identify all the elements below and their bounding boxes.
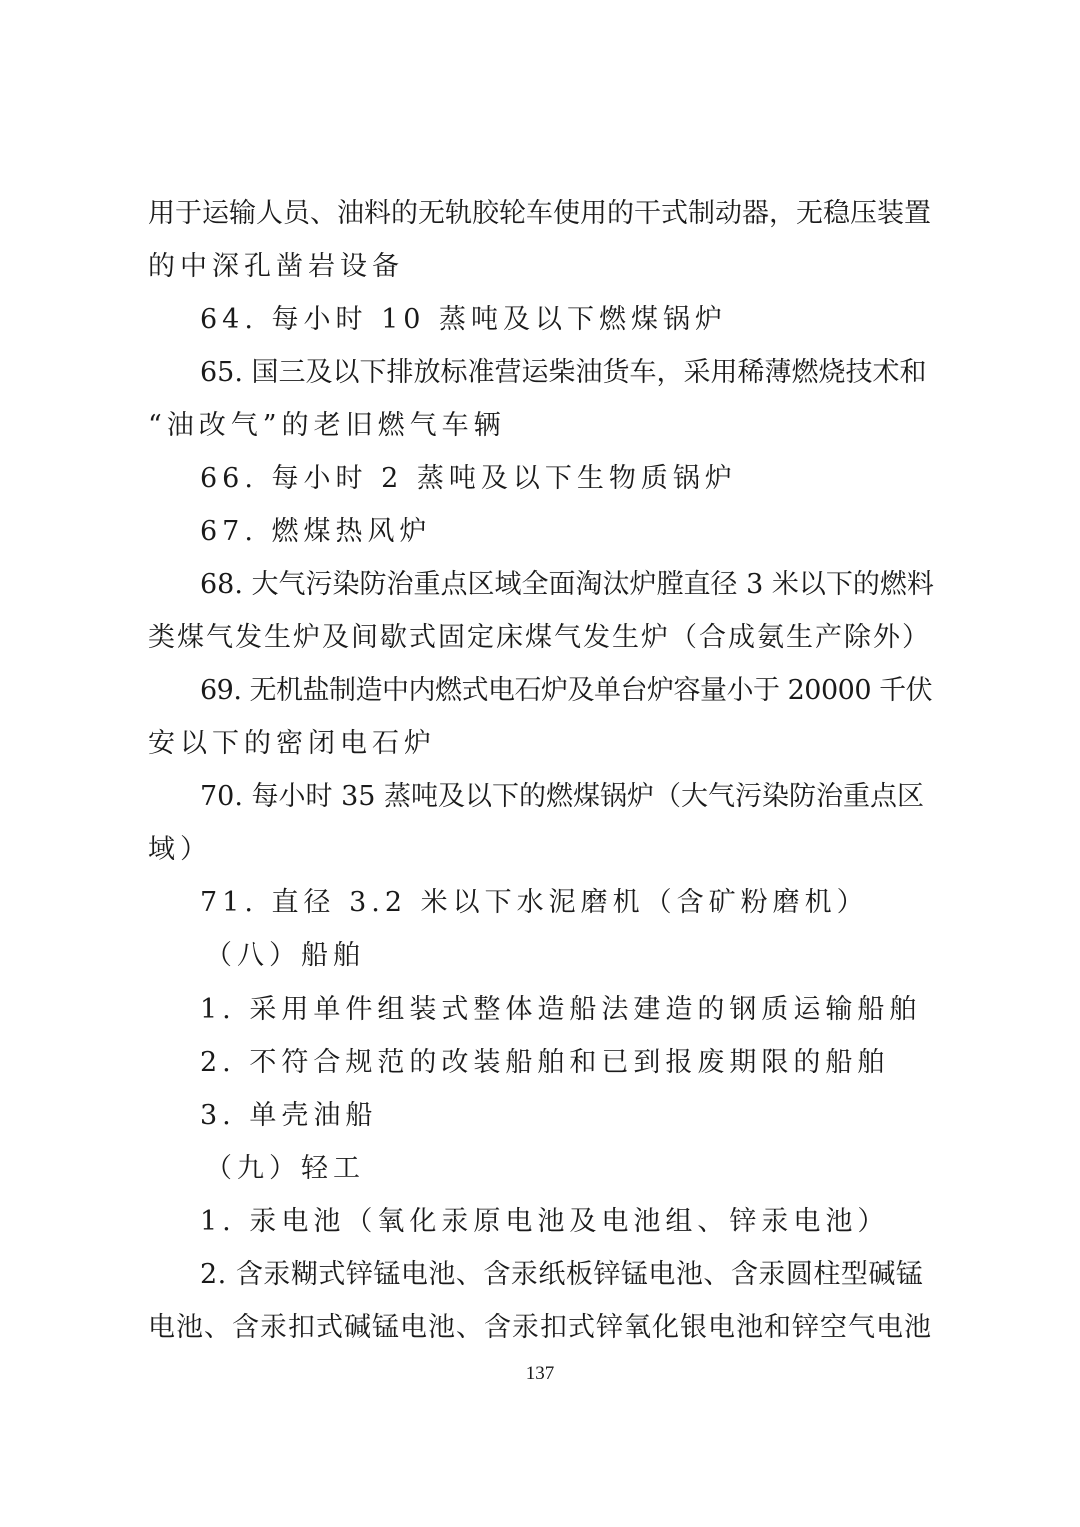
list-item-70-continued: 域） <box>148 834 212 865</box>
page-number: 137 <box>525 1363 555 1384</box>
text-line-1: 用于运输人员、油料的无轨胶轮车使用的干式制动器，无稳压装置 <box>148 198 931 229</box>
list-item-65-continued: “油改气”的老旧燃气车辆 <box>148 410 506 441</box>
list-item-65: 65. 国三及以下排放标准营运柴油货车，采用稀薄燃烧技术和 <box>200 357 927 388</box>
ships-item-3: 3. 单壳油船 <box>200 1100 378 1131</box>
list-item-64: 64. 每小时 10 蒸吨及以下燃煤锅炉 <box>200 304 728 335</box>
list-item-68: 68. 大气污染防治重点区域全面淘汰炉膛直径 3 米以下的燃料 <box>200 569 934 600</box>
text-line-2: 的中深孔凿岩设备 <box>148 251 404 282</box>
list-item-66: 66. 每小时 2 蒸吨及以下生物质锅炉 <box>200 463 737 494</box>
list-item-69-continued: 安以下的密闭电石炉 <box>148 728 436 759</box>
list-item-67: 67. 燃煤热风炉 <box>200 516 432 547</box>
light-industry-item-2-continued: 电池、含汞扣式碱锰电池、含汞扣式锌氧化银电池和锌空气电池 <box>148 1312 932 1343</box>
list-item-70: 70. 每小时 35 蒸吨及以下的燃煤锅炉（大气污染防治重点区 <box>200 781 925 812</box>
list-item-71: 71. 直径 3.2 米以下水泥磨机（含矿粉磨机） <box>200 887 869 918</box>
ships-item-2: 2. 不符合规范的改装船舶和已到报废期限的船舶 <box>200 1047 890 1078</box>
list-item-68-continued: 类煤气发生炉及间歇式固定床煤气发生炉（合成氨生产除外） <box>148 622 931 653</box>
section-heading-ships: （八）船舶 <box>205 940 365 971</box>
section-heading-light-industry: （九）轻工 <box>205 1153 365 1184</box>
light-industry-item-2: 2. 含汞糊式锌锰电池、含汞纸板锌锰电池、含汞圆柱型碱锰 <box>200 1259 924 1290</box>
list-item-69: 69. 无机盐制造中内燃式电石炉及单台炉容量小于 20000 千伏 <box>200 675 933 706</box>
ships-item-1: 1. 采用单件组装式整体造船法建造的钢质运输船舶 <box>200 994 922 1025</box>
light-industry-item-1: 1. 汞电池（氧化汞原电池及电池组、锌汞电池） <box>200 1206 890 1237</box>
